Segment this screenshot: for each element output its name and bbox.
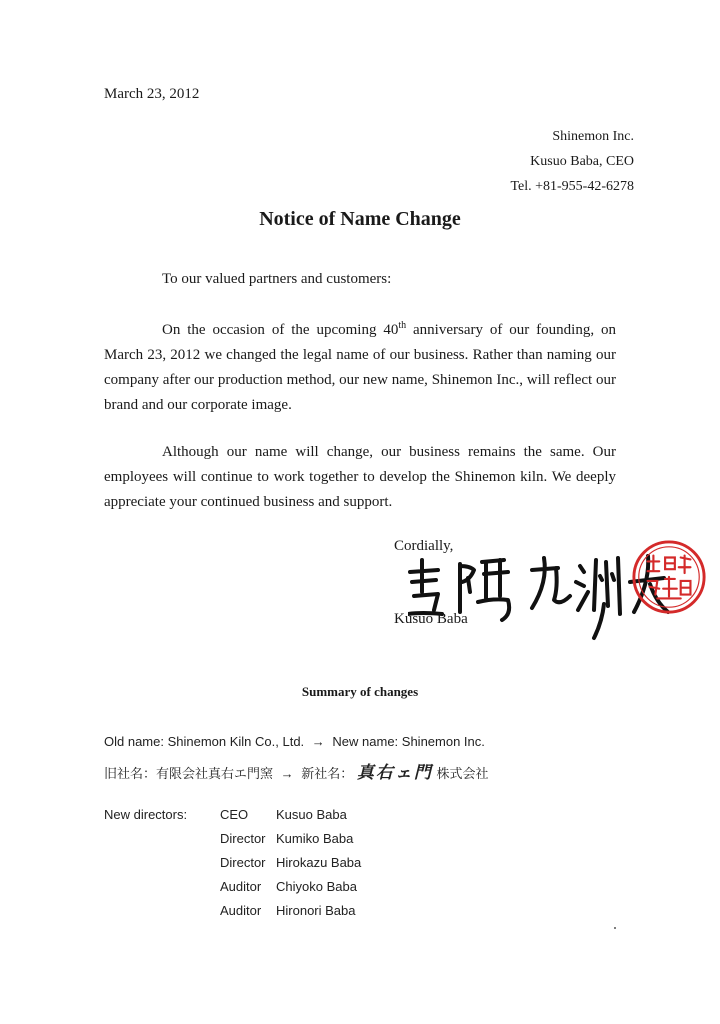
director-role: CEO (220, 807, 249, 822)
sender-tel: Tel. +81-955-42-6278 (510, 179, 634, 194)
letter-title: Notice of Name Change (259, 208, 461, 230)
summary-title: Summary of changes (301, 684, 419, 699)
company-seal (630, 538, 708, 616)
sender-person: Kusuo Baba, CEO (530, 154, 634, 169)
closing: Cordially, (394, 538, 454, 554)
directors-table (220, 807, 361, 927)
director-name: Hironori Baba (276, 903, 356, 918)
scan-speck (614, 927, 616, 929)
director-role: Auditor (220, 879, 262, 894)
directors-label: New directors: (104, 807, 188, 822)
new-name-english: New name: Shinemon Inc. (332, 734, 485, 749)
arrow-icon: → (280, 766, 294, 781)
letter-date: March 23, 2012 (104, 86, 200, 102)
director-row (220, 903, 361, 927)
paragraph-anniversary-rest: anniversary of our founding, on March 23, 2012 we changed the legal name of our business. Rather than naming our company after our production method, our new name, Shinemon Inc., will reflect our brand and our corporate image. (104, 322, 616, 413)
director-role: Director (220, 855, 266, 870)
paragraph-business: Although our name will change, our business remains the same. Our employees will continue to work together to develop the Shinemon kiln. We deeply appreciate your continued business and support. (104, 444, 616, 510)
arrow-icon: → (311, 734, 325, 749)
old-name-english: Old name: Shinemon Kiln Co., Ltd. (104, 734, 305, 749)
director-row (220, 831, 361, 855)
director-name: Kumiko Baba (276, 831, 354, 846)
sender-company: Shinemon Inc. (552, 129, 634, 144)
director-row (220, 807, 361, 831)
ordinal-suffix: th (398, 320, 407, 331)
new-name-japanese-suffix: 株式会社 (436, 766, 489, 781)
name-change-english (104, 734, 485, 749)
director-name: Chiyoko Baba (276, 879, 357, 894)
paragraph-anniversary (104, 318, 616, 418)
name-change-japanese (104, 758, 489, 783)
new-name-japanese-label: 新社名： (301, 766, 354, 781)
paragraph-anniversary-start: On the occasion of the upcoming 40 (162, 322, 399, 338)
director-role: Auditor (220, 903, 262, 918)
director-name: Hirokazu Baba (276, 855, 362, 870)
sender-block (510, 124, 634, 199)
signature-name: Kusuo Baba (394, 611, 468, 627)
director-role: Director (220, 831, 266, 846)
director-name: Kusuo Baba (276, 807, 347, 822)
director-row (220, 855, 361, 879)
salutation: To our valued partners and customers: (162, 271, 392, 287)
director-row (220, 879, 361, 903)
new-name-japanese-brand: 真右ェ門 (356, 763, 433, 783)
old-name-japanese: 旧社名：有限会社真右エ門窯 (104, 766, 274, 781)
